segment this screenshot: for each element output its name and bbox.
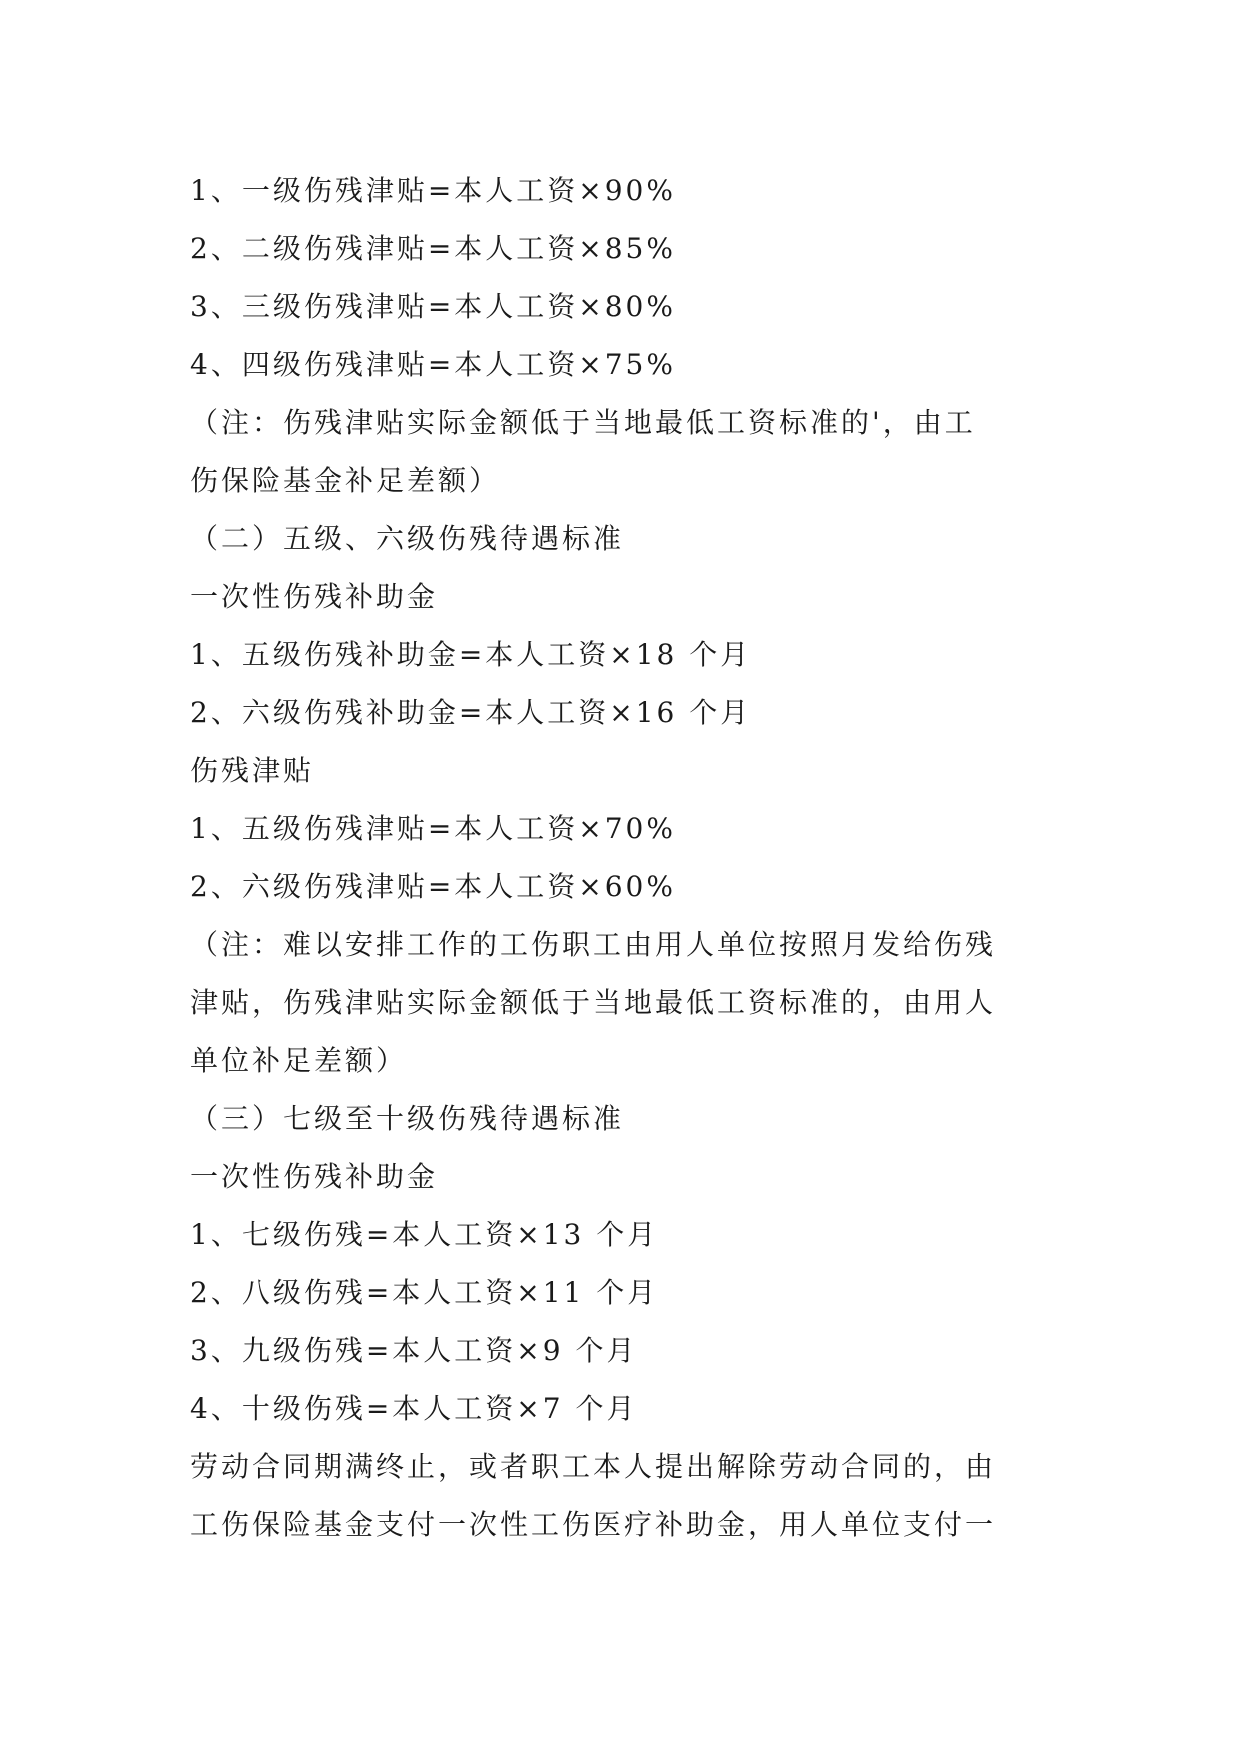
paragraph-line: 劳动合同期满终止，或者职工本人提出解除劳动合同的，由 bbox=[190, 1450, 997, 1483]
text-line: 1、五级伤残补助金=本人工资×18 个月 bbox=[190, 638, 752, 671]
text-line: 4、十级伤残=本人工资×7 个月 bbox=[190, 1392, 638, 1425]
text-line: 1、七级伤残=本人工资×13 个月 bbox=[190, 1218, 659, 1251]
text-line: 2、八级伤残=本人工资×11 个月 bbox=[190, 1276, 659, 1309]
text-line: 2、六级伤残津贴=本人工资×60% bbox=[190, 870, 676, 903]
note-line: 津贴，伤残津贴实际金额低于当地最低工资标准的，由用人 bbox=[190, 986, 997, 1019]
text-line: 2、六级伤残补助金=本人工资×16 个月 bbox=[190, 696, 752, 729]
section-heading: （三）七级至十级伤残待遇标准 bbox=[190, 1102, 625, 1135]
note-line: （注：难以安排工作的工伤职工由用人单位按照月发给伤残 bbox=[190, 928, 997, 961]
text-line: 1、一级伤残津贴=本人工资×90% bbox=[190, 174, 676, 207]
text-line: 4、四级伤残津贴=本人工资×75% bbox=[190, 348, 676, 381]
note-line: 伤保险基金补足差额） bbox=[190, 464, 501, 497]
document-body bbox=[190, 162, 1052, 1554]
paragraph-line: 工伤保险基金支付一次性工伤医疗补助金，用人单位支付一 bbox=[190, 1508, 997, 1541]
text-line: 3、九级伤残=本人工资×9 个月 bbox=[190, 1334, 638, 1367]
subheading: 伤残津贴 bbox=[190, 754, 315, 787]
subheading: 一次性伤残补助金 bbox=[190, 580, 439, 613]
note-line: （注：伤残津贴实际金额低于当地最低工资标准的'，由工 bbox=[190, 406, 976, 439]
subheading: 一次性伤残补助金 bbox=[190, 1160, 439, 1193]
note-line: 单位补足差额） bbox=[190, 1044, 408, 1077]
section-heading: （二）五级、六级伤残待遇标准 bbox=[190, 522, 625, 555]
text-line: 2、二级伤残津贴=本人工资×85% bbox=[190, 232, 676, 265]
text-line: 1、五级伤残津贴=本人工资×70% bbox=[190, 812, 676, 845]
text-line: 3、三级伤残津贴=本人工资×80% bbox=[190, 290, 676, 323]
